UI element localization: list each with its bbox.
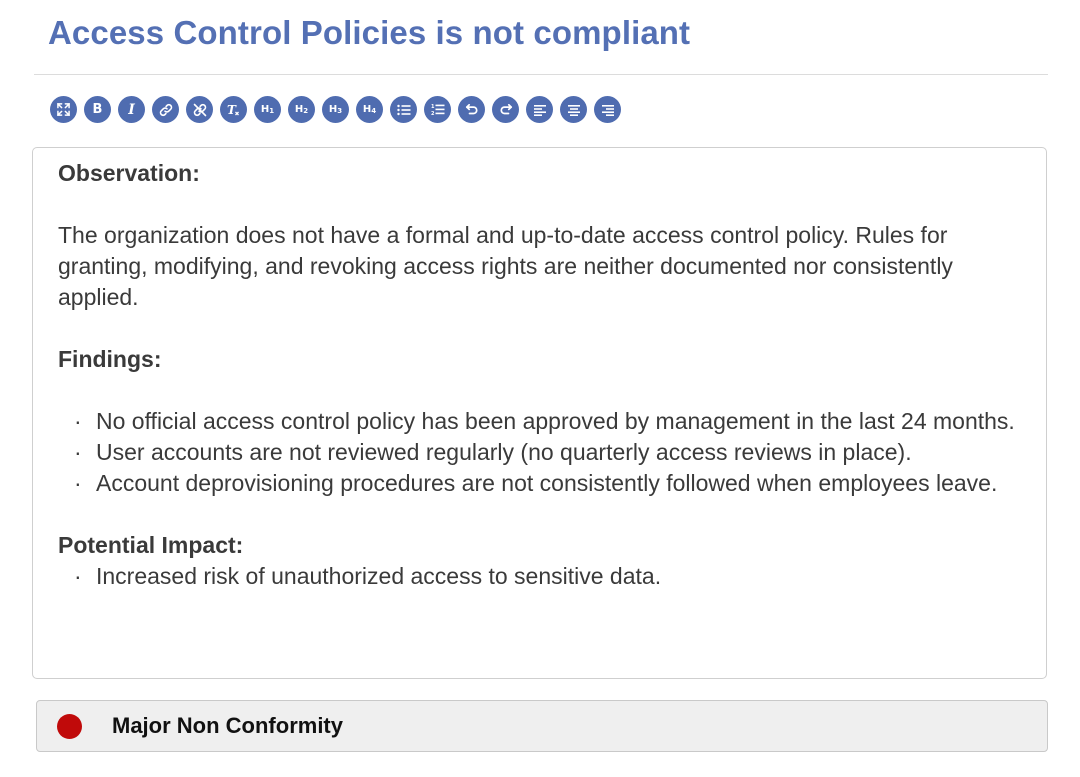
heading-1-button[interactable] [254, 96, 281, 123]
impact-heading: Potential Impact: [58, 532, 244, 558]
list-item [58, 468, 1024, 499]
numbered-list-icon [431, 103, 445, 116]
fullscreen-button[interactable] [50, 96, 77, 123]
clear-format-button[interactable] [220, 96, 247, 123]
heading-1-icon [261, 105, 274, 115]
finding-text: Account deprovisioning procedures are not consistently followed when employees leave. [96, 470, 998, 496]
heading-3-level: 3 [337, 106, 343, 115]
clear-format-icon [226, 103, 241, 117]
bullet-dot: · [74, 470, 82, 496]
align-left-button[interactable] [526, 96, 553, 123]
severity-selector[interactable] [36, 700, 1048, 752]
finding-text: No official access control policy has been approved by management in the last 24 months. [96, 408, 1015, 434]
svg-text:T: T [227, 102, 236, 117]
severity-label: Major Non Conformity [112, 713, 343, 738]
heading-2-icon [295, 105, 308, 115]
bold-icon: B [92, 102, 103, 117]
bullet-dot: · [74, 563, 82, 589]
undo-icon [465, 104, 479, 116]
findings-heading: Findings: [58, 346, 162, 372]
italic-button[interactable] [118, 96, 145, 123]
title-divider [34, 74, 1048, 75]
heading-4-level: 4 [371, 106, 377, 115]
unlink-icon [193, 103, 207, 117]
impact-list [58, 561, 1024, 592]
rich-text-editor[interactable] [32, 147, 1047, 679]
list-item [58, 437, 1024, 468]
spacer [58, 375, 1024, 406]
heading-1-level: 1 [269, 106, 275, 115]
heading-4-icon [363, 105, 376, 115]
link-icon [159, 103, 173, 117]
italic-icon: I [128, 101, 135, 118]
unlink-button[interactable] [186, 96, 213, 123]
heading-2-button[interactable] [288, 96, 315, 123]
heading-1-letter: H [260, 103, 270, 115]
bullet-dot: · [74, 439, 82, 465]
redo-button[interactable] [492, 96, 519, 123]
svg-text:2: 2 [430, 111, 434, 116]
observation-heading: Observation: [58, 160, 200, 186]
svg-text:1: 1 [430, 104, 434, 110]
bullet-list-button[interactable] [390, 96, 417, 123]
heading-3-button[interactable] [322, 96, 349, 123]
list-item [58, 406, 1024, 437]
page-title: Access Control Policies is not compliant [48, 14, 691, 51]
heading-2-letter: H [294, 103, 304, 115]
severity-indicator-dot [57, 714, 82, 739]
align-right-button[interactable] [594, 96, 621, 123]
fullscreen-icon [57, 103, 70, 116]
heading-4-button[interactable] [356, 96, 383, 123]
numbered-list-button[interactable] [424, 96, 451, 123]
bullet-dot: · [74, 408, 82, 434]
bold-button[interactable] [84, 96, 111, 123]
heading-2-level: 2 [303, 106, 309, 115]
heading-3-letter: H [328, 103, 338, 115]
align-center-icon [567, 104, 581, 116]
link-button[interactable] [152, 96, 179, 123]
editor-toolbar [50, 96, 621, 123]
bullet-list-icon [397, 104, 411, 116]
align-left-icon [533, 104, 547, 116]
align-right-icon [601, 104, 615, 116]
undo-button[interactable] [458, 96, 485, 123]
observation-text: The organization does not have a formal and up-to-date access control policy. Rules for granting, modifying, and revoking access rights are neither documented nor consistently applied. [58, 222, 953, 310]
spacer [58, 313, 1024, 344]
redo-icon [499, 104, 513, 116]
findings-list [58, 406, 1024, 499]
align-center-button[interactable] [560, 96, 587, 123]
list-item [58, 561, 1024, 592]
spacer [58, 499, 1024, 530]
heading-4-letter: H [362, 103, 372, 115]
spacer [58, 189, 1024, 220]
finding-text: User accounts are not reviewed regularly (no quarterly access reviews in place). [96, 439, 912, 465]
heading-3-icon [329, 105, 342, 115]
impact-text: Increased risk of unauthorized access to sensitive data. [96, 563, 662, 589]
